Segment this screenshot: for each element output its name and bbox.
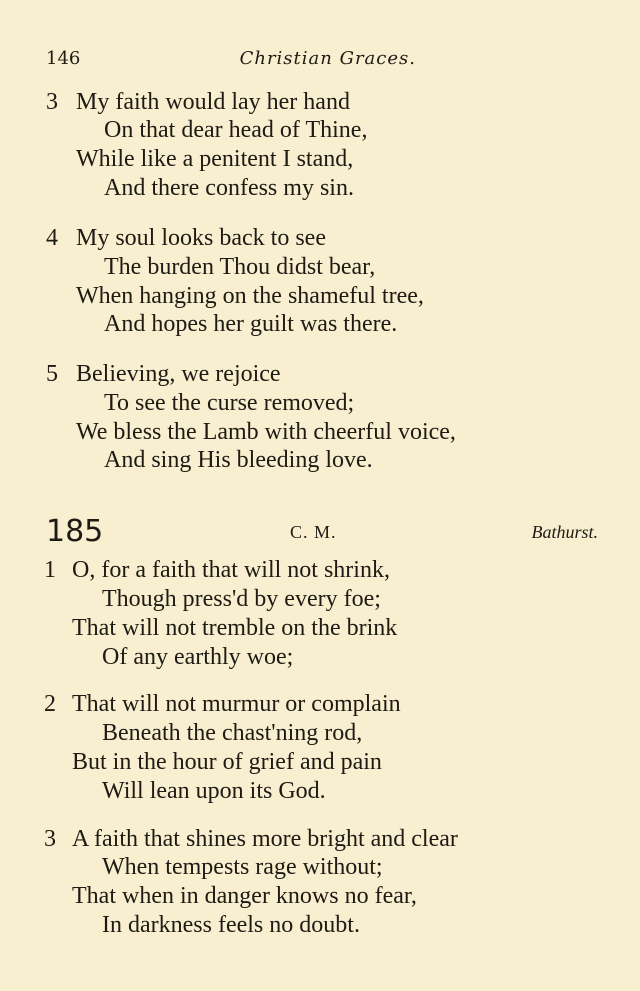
- verse-line: Of any earthly woe;: [102, 644, 294, 670]
- verse-line: That when in danger knows no fear,: [72, 883, 417, 909]
- verse-line: The burden Thou didst bear,: [104, 254, 376, 280]
- verse-line: That will not murmur or complain: [72, 691, 401, 717]
- running-title: Christian Graces.: [239, 48, 416, 69]
- verse-line: To see the curse removed;: [104, 390, 355, 416]
- verse-number: 4: [46, 225, 58, 251]
- verse-line: Will lean upon its God.: [102, 778, 326, 804]
- verse-line: Though press'd by every foe;: [102, 586, 381, 612]
- page-number: 146: [46, 48, 81, 69]
- hymn-meter: C. M.: [290, 522, 337, 542]
- verse-line: And sing His bleeding love.: [104, 447, 373, 473]
- verse-line: Believing, we rejoice: [76, 361, 281, 387]
- verse-line: A faith that shines more bright and clear: [72, 826, 458, 852]
- verse-line: We bless the Lamb with cheerful voice,: [76, 419, 456, 445]
- verse-line: O, for a faith that will not shrink,: [72, 557, 390, 583]
- verse-line: And there confess my sin.: [104, 175, 354, 201]
- verse-line: On that dear head of Thine,: [104, 117, 368, 143]
- verse-line: When tempests rage without;: [102, 854, 383, 880]
- verse-number: 3: [46, 89, 58, 115]
- verse-line: Beneath the chast'ning rod,: [102, 720, 363, 746]
- verse-line: But in the hour of grief and pain: [72, 749, 382, 775]
- verse-line: That will not tremble on the brink: [72, 615, 398, 641]
- verse-line: My soul looks back to see: [76, 225, 326, 251]
- verse-number: 1: [44, 557, 56, 583]
- verse-number: 3: [44, 826, 56, 852]
- verse-number: 5: [46, 361, 58, 387]
- hymn-tune: Bathurst.: [531, 522, 598, 542]
- hymn-number: 185: [46, 514, 104, 549]
- verse-line: While like a penitent I stand,: [76, 146, 354, 172]
- verse-number: 2: [44, 691, 56, 717]
- verse-line: My faith would lay her hand: [76, 89, 350, 115]
- verse-line: And hopes her guilt was there.: [104, 311, 398, 337]
- page-header: [46, 48, 416, 72]
- verse-line: When hanging on the shameful tree,: [76, 283, 424, 309]
- verse-line: In darkness feels no doubt.: [102, 912, 360, 938]
